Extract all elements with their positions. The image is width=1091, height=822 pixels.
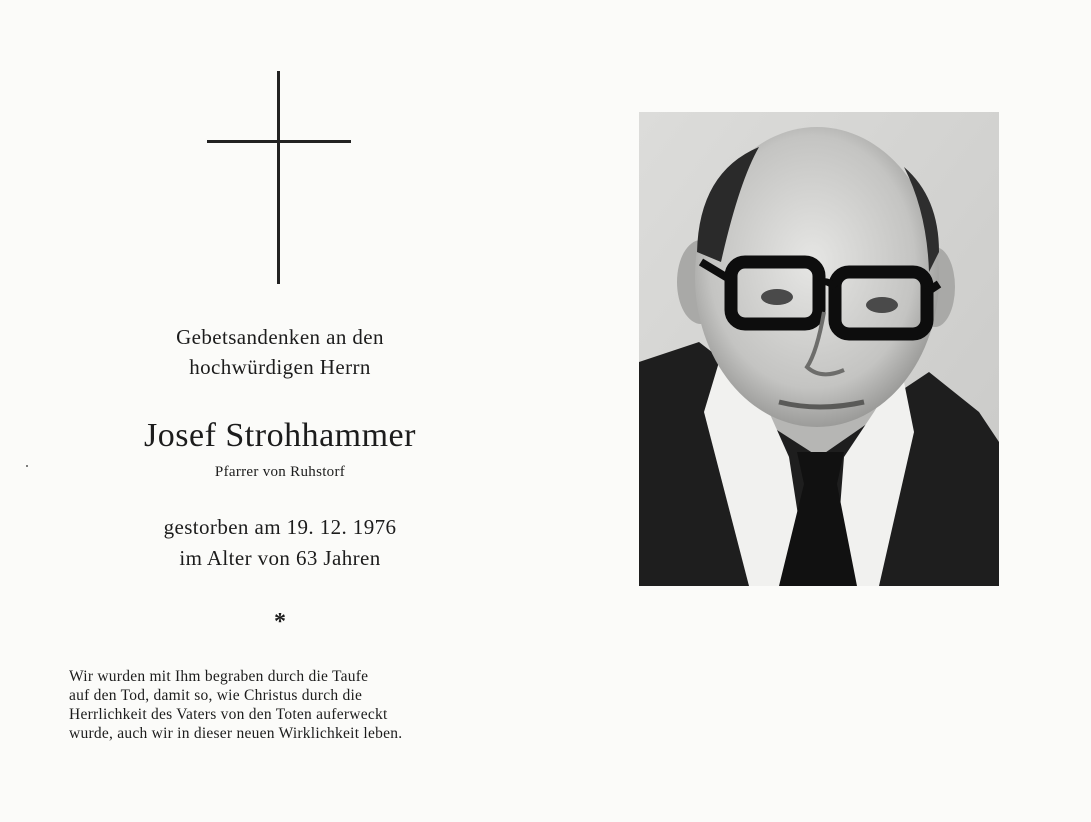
death-info bbox=[60, 512, 500, 574]
verse-line: auf den Tod, damit so, wie Christus durch die bbox=[69, 687, 363, 704]
verse-line: Wir wurden mit Ihm begraben durch die Taufe bbox=[69, 668, 369, 685]
death-line: gestorben am 19. 12. 1976 bbox=[163, 515, 397, 539]
intro-text bbox=[60, 322, 500, 382]
cross-vertical-bar bbox=[277, 71, 280, 284]
verse-line: wurde, auch wir in dieser neuen Wirklichkeit leben. bbox=[69, 725, 403, 742]
intro-line: hochwürdigen Herrn bbox=[189, 355, 371, 379]
verse-line: Herrlichkeit des Vaters von den Toten auferweckt bbox=[69, 706, 388, 723]
asterisk-ornament: * bbox=[274, 609, 286, 635]
death-line: im Alter von 63 Jahren bbox=[179, 546, 381, 570]
deceased-name: Josef Strohhammer bbox=[144, 417, 416, 454]
cross-horizontal-bar bbox=[207, 140, 351, 143]
portrait-illustration bbox=[639, 112, 999, 586]
deceased-role: Pfarrer von Ruhstorf bbox=[214, 464, 346, 480]
bible-verse bbox=[69, 667, 509, 743]
print-speck bbox=[26, 465, 28, 467]
portrait-photo bbox=[639, 112, 999, 586]
intro-line: Gebetsandenken an den bbox=[176, 325, 384, 349]
